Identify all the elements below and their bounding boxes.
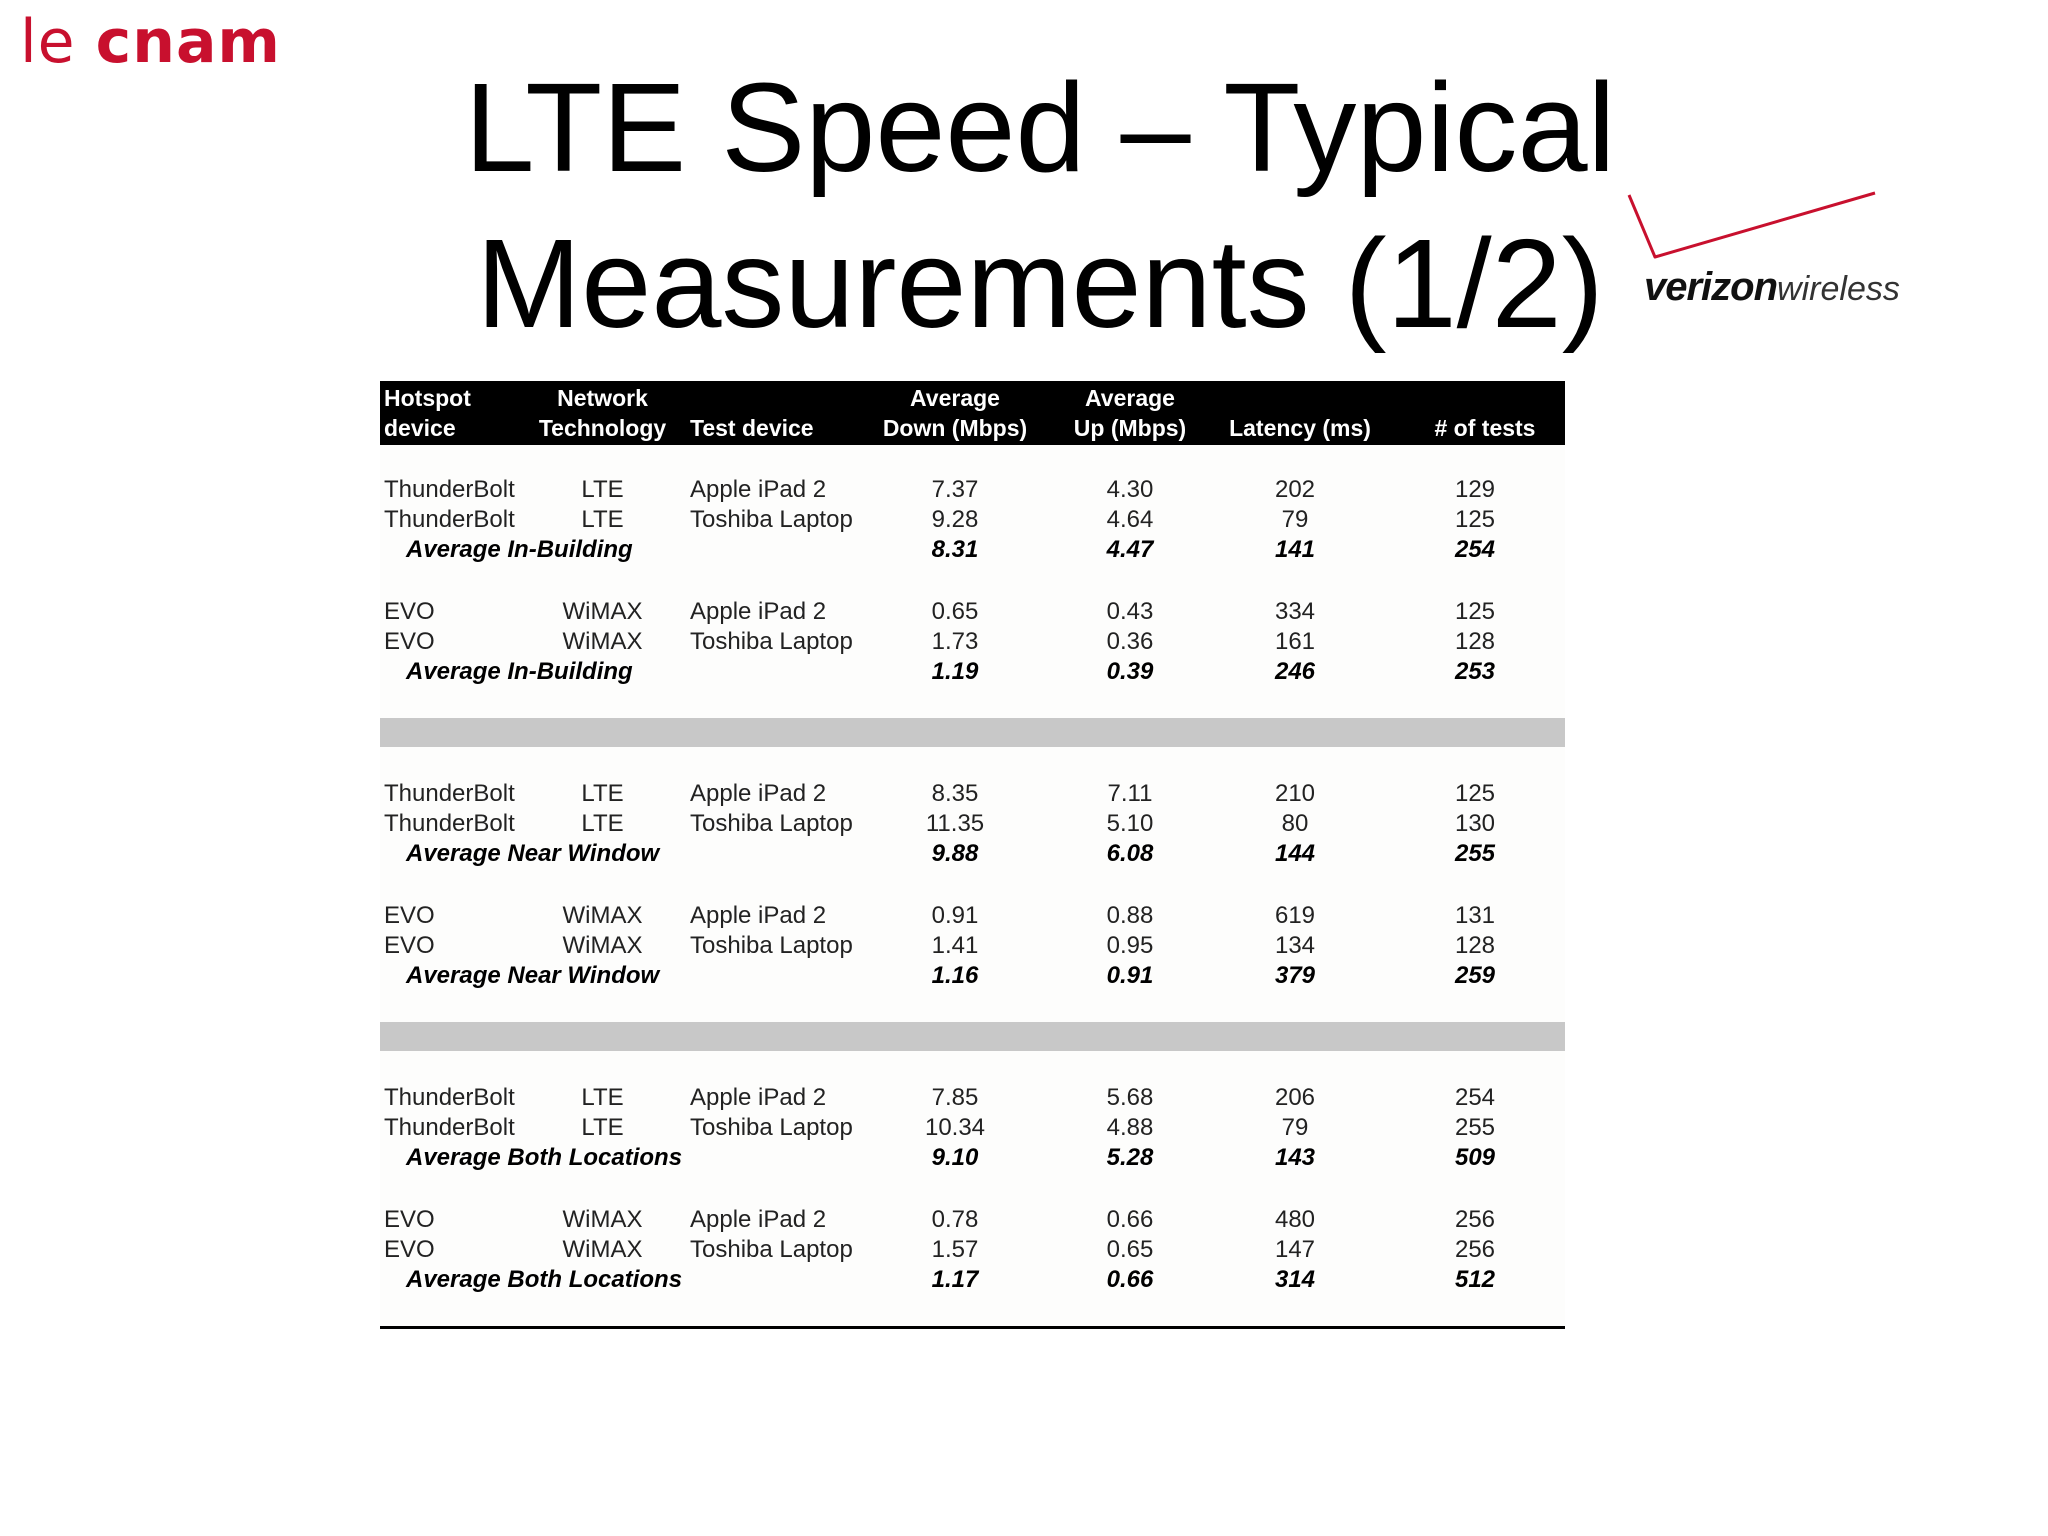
cell-average-down: 7.85: [931, 1084, 979, 1111]
average-label: Average In-Building: [406, 536, 633, 563]
cell-network-technology: WiMAX: [562, 628, 643, 655]
cell-average-up: 6.08: [1106, 840, 1154, 867]
cell-tests: 129: [1454, 476, 1496, 503]
cell-tests: 253: [1454, 658, 1496, 685]
cell-latency: 210: [1274, 780, 1316, 807]
section-separator: [380, 718, 1565, 747]
cell-tests: 256: [1454, 1236, 1496, 1263]
average-label: Average In-Building: [406, 658, 633, 685]
cell-network-technology: LTE: [581, 1084, 624, 1111]
cell-network-technology: WiMAX: [562, 932, 643, 959]
cell-average-down: 8.35: [931, 780, 979, 807]
slide-title-line2: Measurements (1/2): [476, 213, 1604, 354]
cell-hotspot-device: EVO: [384, 902, 435, 929]
average-label: Average Near Window: [406, 840, 660, 867]
header-average-down: Average Down (Mbps): [882, 385, 1028, 441]
cell-test-device: Toshiba Laptop: [690, 810, 853, 837]
table-row: [380, 931, 1565, 961]
cell-hotspot-device: ThunderBolt: [384, 1114, 515, 1141]
cell-latency: 246: [1274, 658, 1316, 685]
average-row: [380, 1265, 1565, 1295]
cell-tests: 259: [1454, 962, 1496, 989]
cell-network-technology: WiMAX: [562, 902, 643, 929]
cell-test-device: Toshiba Laptop: [690, 1114, 853, 1141]
cell-average-up: 4.30: [1106, 476, 1154, 503]
cell-network-technology: WiMAX: [562, 1206, 643, 1233]
cell-average-up: 0.66: [1106, 1266, 1154, 1293]
cell-average-down: 11.35: [925, 810, 985, 837]
cell-hotspot-device: EVO: [384, 1236, 435, 1263]
header-number-of-tests: # of tests: [1434, 415, 1536, 441]
cell-test-device: Apple iPad 2: [690, 780, 827, 807]
average-row: [380, 839, 1565, 869]
cell-average-down: 7.37: [931, 476, 979, 503]
cell-average-down: 9.10: [931, 1144, 979, 1171]
cell-network-technology: LTE: [581, 780, 624, 807]
cell-latency: 79: [1281, 1114, 1309, 1141]
wordmark-wireless: wireless: [1777, 270, 1900, 308]
verizon-wireless-logo: [1625, 165, 1945, 325]
cell-average-down: 9.28: [931, 506, 979, 533]
cell-test-device: Apple iPad 2: [690, 1206, 827, 1233]
cell-average-up: 0.43: [1106, 598, 1154, 625]
table-row: [380, 627, 1565, 657]
cell-average-up: 0.39: [1106, 658, 1154, 685]
cell-hotspot-device: ThunderBolt: [384, 506, 515, 533]
cell-tests: 130: [1454, 810, 1496, 837]
cell-hotspot-device: EVO: [384, 628, 435, 655]
cell-test-device: Apple iPad 2: [690, 476, 827, 503]
cell-latency: 206: [1274, 1084, 1316, 1111]
header-test-device: Test device: [690, 415, 814, 441]
average-row: [380, 535, 1565, 565]
cell-average-up: 4.88: [1106, 1114, 1154, 1141]
cell-average-up: 4.47: [1106, 536, 1154, 563]
cell-tests: 125: [1454, 780, 1496, 807]
slide-title: [400, 50, 1680, 362]
cell-latency: 141: [1274, 536, 1316, 563]
cell-latency: 79: [1281, 506, 1309, 533]
header-average-up: Average Up (Mbps): [1073, 385, 1187, 441]
cell-tests: 125: [1454, 506, 1496, 533]
cell-average-down: 1.19: [931, 658, 979, 685]
cell-test-device: Apple iPad 2: [690, 1084, 827, 1111]
wordmark-verizon: verizon: [1644, 265, 1778, 309]
cell-latency: 147: [1274, 1236, 1316, 1263]
cell-tests: 254: [1454, 536, 1496, 563]
cell-tests: 128: [1454, 932, 1496, 959]
cell-hotspot-device: ThunderBolt: [384, 1084, 515, 1111]
table-bottom-border: [380, 1326, 1565, 1329]
cell-network-technology: LTE: [581, 810, 624, 837]
table-header: [380, 381, 1565, 445]
table-row: [380, 1113, 1565, 1143]
header-latency: Latency (ms): [1229, 415, 1371, 441]
header-network-technology: Network Technology: [538, 385, 667, 441]
cell-average-down: 1.41: [931, 932, 979, 959]
cell-tests: 131: [1454, 902, 1496, 929]
cell-average-down: 0.65: [931, 598, 979, 625]
cell-latency: 379: [1274, 962, 1316, 989]
cell-latency: 134: [1274, 932, 1316, 959]
table-row: [380, 1235, 1565, 1265]
cell-tests: 509: [1454, 1144, 1496, 1171]
header-hotspot-device: Hotspot device: [384, 385, 471, 441]
table-row: [380, 1083, 1565, 1113]
average-label: Average Both Locations: [406, 1144, 683, 1171]
cell-average-down: 0.78: [931, 1206, 979, 1233]
cell-latency: 144: [1274, 840, 1316, 867]
table-row: [380, 505, 1565, 535]
verizon-wordmark: [1644, 263, 1900, 313]
cell-hotspot-device: ThunderBolt: [384, 810, 515, 837]
cell-network-technology: LTE: [581, 476, 624, 503]
cell-average-down: 1.16: [931, 962, 979, 989]
cnam-logo: [20, 4, 281, 80]
cell-test-device: Toshiba Laptop: [690, 628, 853, 655]
cell-test-device: Toshiba Laptop: [690, 506, 853, 533]
cell-tests: 125: [1454, 598, 1496, 625]
cell-test-device: Apple iPad 2: [690, 598, 827, 625]
cell-hotspot-device: EVO: [384, 1206, 435, 1233]
table-row: [380, 809, 1565, 839]
table-row: [380, 901, 1565, 931]
cell-hotspot-device: EVO: [384, 932, 435, 959]
cell-network-technology: WiMAX: [562, 1236, 643, 1263]
cell-average-up: 4.64: [1106, 506, 1154, 533]
measurements-table: [380, 381, 1565, 1329]
cell-average-down: 9.88: [931, 840, 979, 867]
cell-test-device: Toshiba Laptop: [690, 1236, 853, 1263]
cell-latency: 314: [1274, 1266, 1316, 1293]
cell-network-technology: LTE: [581, 506, 624, 533]
average-row: [380, 961, 1565, 991]
cell-latency: 480: [1274, 1206, 1316, 1233]
cell-hotspot-device: ThunderBolt: [384, 780, 515, 807]
cell-average-down: 1.17: [931, 1266, 979, 1293]
cell-tests: 256: [1454, 1206, 1496, 1233]
cell-average-up: 0.95: [1106, 932, 1154, 959]
cell-test-device: Toshiba Laptop: [690, 932, 853, 959]
cell-hotspot-device: EVO: [384, 598, 435, 625]
table-row: [380, 597, 1565, 627]
table-row: [380, 1205, 1565, 1235]
cell-average-up: 0.36: [1106, 628, 1154, 655]
logo-text-cnam: cnam: [95, 7, 281, 77]
table-row: [380, 475, 1565, 505]
average-label: Average Near Window: [406, 962, 660, 989]
average-label: Average Both Locations: [406, 1266, 683, 1293]
cell-average-up: 7.11: [1107, 780, 1153, 807]
cell-average-up: 0.65: [1106, 1236, 1154, 1263]
cell-average-up: 0.88: [1106, 902, 1154, 929]
average-row: [380, 657, 1565, 687]
cell-tests: 255: [1454, 840, 1496, 867]
slide-title-line1: LTE Speed – Typical: [464, 57, 1616, 198]
cell-latency: 334: [1274, 598, 1316, 625]
cell-network-technology: WiMAX: [562, 598, 643, 625]
cell-tests: 128: [1454, 628, 1496, 655]
cell-latency: 80: [1281, 810, 1309, 837]
cell-average-down: 8.31: [931, 536, 979, 563]
cell-average-down: 1.73: [931, 628, 979, 655]
cell-average-down: 1.57: [931, 1236, 979, 1263]
cell-latency: 202: [1274, 476, 1316, 503]
cell-tests: 255: [1454, 1114, 1496, 1141]
cell-average-up: 5.28: [1106, 1144, 1154, 1171]
cell-test-device: Apple iPad 2: [690, 902, 827, 929]
cell-tests: 512: [1454, 1266, 1496, 1293]
cell-network-technology: LTE: [581, 1114, 624, 1141]
cell-latency: 161: [1274, 628, 1316, 655]
cell-hotspot-device: ThunderBolt: [384, 476, 515, 503]
cell-tests: 254: [1454, 1084, 1496, 1111]
cell-latency: 143: [1274, 1144, 1316, 1171]
logo-text-le: le: [20, 7, 96, 77]
cell-average-up: 5.10: [1106, 810, 1154, 837]
cell-average-up: 5.68: [1106, 1084, 1154, 1111]
cell-average-up: 0.91: [1106, 962, 1154, 989]
cell-latency: 619: [1274, 902, 1316, 929]
table-row: [380, 779, 1565, 809]
cell-average-up: 0.66: [1106, 1206, 1154, 1233]
cell-average-down: 0.91: [931, 902, 979, 929]
cell-average-down: 10.34: [924, 1114, 986, 1141]
average-row: [380, 1143, 1565, 1173]
section-separator: [380, 1022, 1565, 1051]
